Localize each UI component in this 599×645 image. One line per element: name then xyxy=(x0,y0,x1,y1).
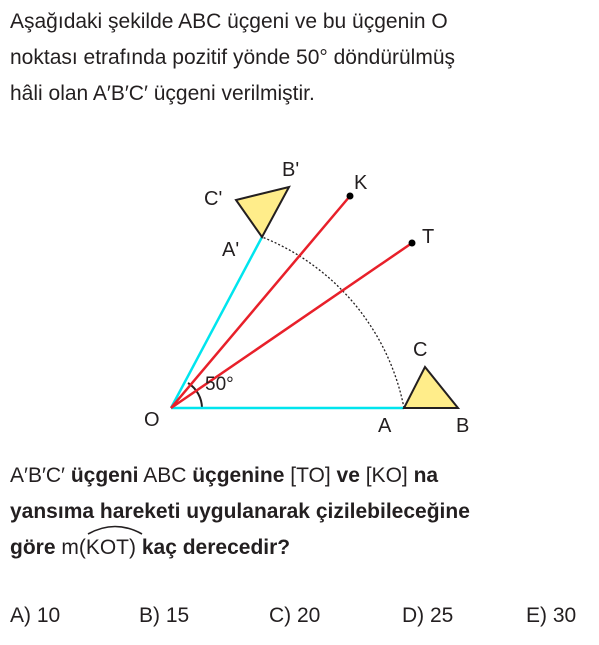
triangle-ABC xyxy=(404,367,458,408)
intro-line-1: Aşağıdaki şekilde ABC üçgeni ve bu üçgenin O xyxy=(10,10,448,33)
q-part-bold: na xyxy=(413,464,439,487)
option-d[interactable]: D) 25 xyxy=(402,604,454,627)
question-text xyxy=(10,458,595,566)
label-B: B xyxy=(456,415,470,437)
q-part: m( xyxy=(55,536,86,559)
option-e[interactable]: E) 30 xyxy=(526,604,577,627)
question-line-3 xyxy=(10,530,595,566)
q-part-bold: üçgeni xyxy=(70,464,139,487)
angle-KOT-label: KOT xyxy=(85,536,130,559)
label-K: K xyxy=(354,172,368,194)
label-O: O xyxy=(144,409,160,431)
question-line-1 xyxy=(10,458,595,494)
point-K xyxy=(347,193,354,200)
option-c[interactable]: C) 20 xyxy=(269,604,321,627)
label-C-prime: C' xyxy=(204,188,223,210)
q-part-bold: göre xyxy=(10,536,56,559)
label-A-prime: A' xyxy=(222,239,240,261)
answer-options xyxy=(10,604,590,640)
q-part-bold: ve xyxy=(336,464,360,487)
geometry-figure xyxy=(0,150,599,450)
label-angle: 50° xyxy=(205,374,234,395)
option-b[interactable]: B) 15 xyxy=(139,604,190,627)
q-part: A′B′C′ xyxy=(10,464,71,487)
arc-over-icon xyxy=(86,523,144,535)
point-T xyxy=(409,240,416,247)
q-part-bold: üçgenine xyxy=(192,464,285,487)
intro-line-3: hâli olan A′B′C′ üçgeni verilmiştir. xyxy=(10,82,315,105)
q-part: ABC xyxy=(138,464,193,487)
label-A: A xyxy=(378,415,392,437)
problem-intro xyxy=(10,4,590,112)
angle-KOT xyxy=(86,530,129,566)
question-line-2: yansıma hareketi uygulanarak çizilebileceğine xyxy=(10,500,470,523)
label-T: T xyxy=(422,226,435,248)
q-part: ) xyxy=(129,536,137,559)
label-B-prime: B' xyxy=(282,159,300,181)
triangle-A-prime-B-prime-C-prime xyxy=(236,187,289,237)
intro-line-2: noktası etrafında pozitif yönde 50° döndürülmüş xyxy=(10,46,456,69)
option-a[interactable]: A) 10 xyxy=(10,604,61,627)
label-C: C xyxy=(413,339,428,361)
q-part: [KO] xyxy=(359,464,414,487)
q-part-bold: kaç derecedir? xyxy=(136,536,291,559)
q-part: [TO] xyxy=(284,464,337,487)
geometry-diagram xyxy=(0,150,599,450)
